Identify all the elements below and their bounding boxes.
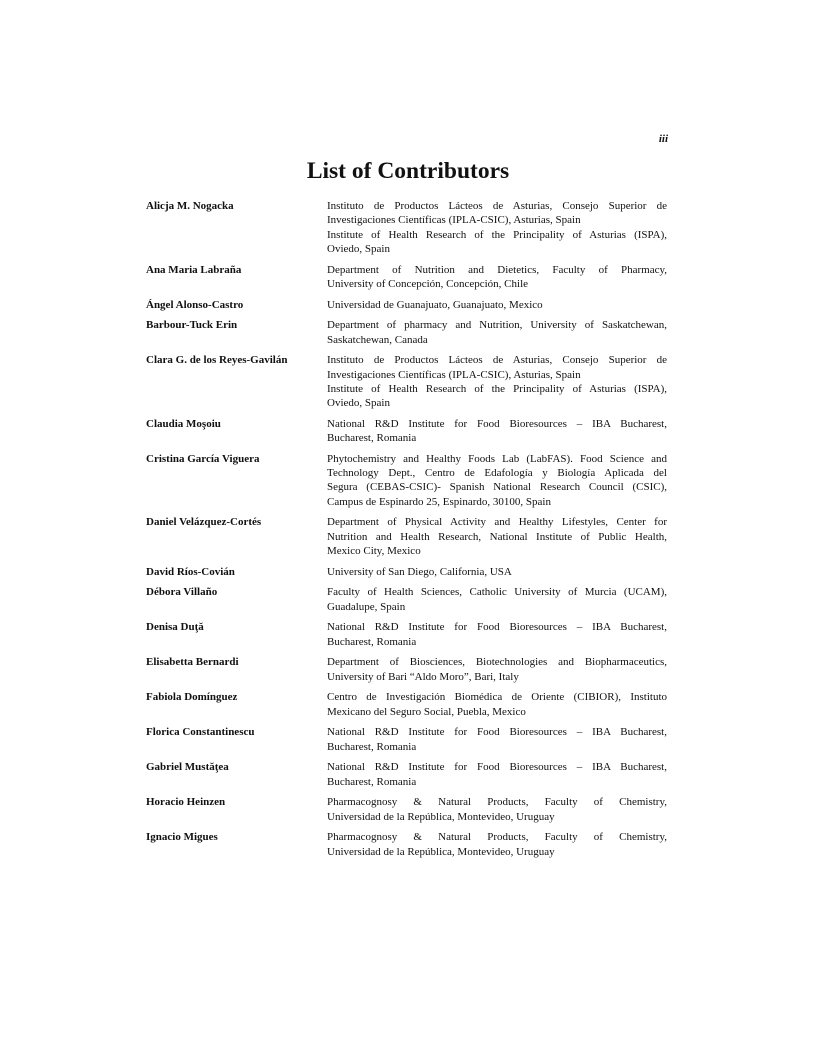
contributor-affiliation [327, 318, 667, 347]
contributor-affiliation [327, 452, 667, 509]
contributor-name: Débora Villaño [146, 586, 218, 599]
page-number: iii [658, 133, 668, 145]
contributor-entry [146, 655, 667, 684]
affiliation-line: Campus de Espinardo 25, Espinardo, 30100, Spain [327, 495, 551, 508]
affiliation-line: Oviedo, Spain [327, 397, 390, 410]
contributor-name: Denisa Duţă [146, 621, 204, 634]
affiliation-line: National R&D Institute for Food Bioresources – IBA Bucharest, [327, 726, 667, 739]
contributor-name: Fabiola Domínguez [146, 691, 238, 704]
affiliation-line: Mexico City, Mexico [327, 544, 421, 557]
contributor-affiliation [327, 655, 667, 684]
contributor-name: Florica Constantinescu [146, 726, 255, 739]
contributor-name: Barbour-Tuck Erin [146, 319, 238, 332]
contributor-affiliation [327, 725, 667, 754]
affiliation-line: Saskatchewan, Canada [327, 333, 428, 346]
affiliation-line: University of Concepción, Concepción, Chile [327, 277, 529, 290]
contributor-affiliation [327, 417, 667, 446]
affiliation-line: Institute of Health Research of the Principality of Asturias (ISPA), [327, 228, 667, 241]
affiliation-line: Universidad de la República, Montevideo, Uruguay [327, 845, 555, 858]
affiliation-line: Instituto de Productos Lácteos de Asturias, Consejo Superior de [327, 200, 667, 212]
contributor-affiliation [327, 199, 667, 256]
contributors-list [146, 199, 667, 865]
contributor-affiliation [327, 585, 667, 614]
contributor-affiliation [327, 795, 667, 824]
contributor-entry [146, 760, 667, 789]
affiliation-line: National R&D Institute for Food Bioresources – IBA Bucharest, [327, 417, 667, 430]
affiliation-line: Centro de Investigación Biomédica de Oriente (CIBIOR), Instituto [327, 691, 667, 704]
affiliation-line: National R&D Institute for Food Bioresources – IBA Bucharest, [327, 621, 667, 634]
page-title: List of Contributors [306, 158, 510, 184]
affiliation-line: Bucharest, Romania [327, 635, 417, 648]
contributor-entry [146, 263, 667, 292]
contributor-name: Ana Maria Labraña [146, 263, 242, 276]
contributor-entry [146, 725, 667, 754]
affiliation-line: Segura (CEBAS-CSIC)- Spanish National Research Council (CSIC), [327, 481, 667, 494]
affiliation-line: Pharmacognosy & Natural Products, Faculty of Chemistry, [327, 796, 667, 809]
contributor-name: Horacio Heinzen [146, 796, 226, 809]
contributor-name: David Ríos-Covián [146, 565, 235, 578]
contributor-entry [146, 353, 667, 410]
contributor-entry [146, 515, 667, 558]
affiliation-line: Mexicano del Seguro Social, Puebla, Mexico [327, 705, 526, 718]
contributor-name: Gabriel Mustăţea [146, 761, 229, 774]
affiliation-line: Pharmacognosy & Natural Products, Faculty of Chemistry, [327, 831, 667, 844]
affiliation-line: Universidad de la República, Montevideo, Uruguay [327, 810, 555, 823]
contributor-entry [146, 620, 667, 649]
contributor-name: Alicja M. Nogacka [146, 200, 234, 212]
contributor-entry [146, 298, 667, 312]
contributor-name: Claudia Moşoiu [146, 417, 221, 430]
contributor-affiliation [327, 760, 667, 789]
affiliation-line: University of San Diego, California, USA [327, 565, 512, 578]
contributor-entry [146, 830, 667, 859]
affiliation-line: Nutrition and Health Research, National Institute of Public Health, [327, 530, 667, 543]
affiliation-line: Oviedo, Spain [327, 242, 390, 255]
contributor-affiliation [327, 620, 667, 649]
affiliation-line: Department of pharmacy and Nutrition, University of Saskatchewan, [327, 319, 667, 332]
contributor-entry [146, 199, 667, 256]
affiliation-line: Bucharest, Romania [327, 775, 417, 788]
contributor-affiliation [327, 515, 667, 558]
contributor-entry [146, 795, 667, 824]
affiliation-line: Investigaciones Científicas (IPLA-CSIC), Asturias, Spain [327, 214, 581, 227]
affiliation-line: Investigaciones Científicas (IPLA-CSIC), Asturias, Spain [327, 368, 581, 381]
contributor-name: Elisabetta Bernardi [146, 656, 239, 669]
contributor-affiliation [327, 263, 667, 292]
contributor-name: Ángel Alonso-Castro [146, 298, 244, 311]
affiliation-line: Guadalupe, Spain [327, 600, 406, 613]
contributor-affiliation [327, 830, 667, 859]
contributor-name: Daniel Velázquez-Cortés [146, 516, 262, 529]
contributor-entry [146, 417, 667, 446]
affiliation-line: Department of Biosciences, Biotechnologies and Biopharmaceutics, [327, 656, 667, 669]
affiliation-line: Faculty of Health Sciences, Catholic University of Murcia (UCAM), [327, 586, 667, 599]
affiliation-line: Phytochemistry and Healthy Foods Lab (LabFAS). Food Science and [327, 452, 667, 465]
affiliation-line: University of Bari “Aldo Moro”, Bari, Italy [327, 670, 519, 683]
contributor-name: Clara G. de los Reyes-Gavilán [146, 354, 288, 367]
affiliation-line: National R&D Institute for Food Bioresources – IBA Bucharest, [327, 761, 667, 774]
affiliation-line: Department of Physical Activity and Healthy Lifestyles, Center for [327, 516, 667, 529]
contributor-name: Cristina García Viguera [146, 452, 260, 465]
affiliation-line: Bucharest, Romania [327, 740, 417, 753]
contributor-affiliation [327, 353, 667, 410]
contributor-entry [146, 452, 667, 509]
contributor-entry [146, 318, 667, 347]
affiliation-line: Instituto de Productos Lácteos de Asturias, Consejo Superior de [327, 354, 667, 367]
contributor-entry [146, 690, 667, 719]
contributor-affiliation [327, 565, 667, 579]
affiliation-line: Institute of Health Research of the Principality of Asturias (ISPA), [327, 382, 667, 395]
affiliation-line: Department of Nutrition and Dietetics, Faculty of Pharmacy, [327, 263, 667, 276]
contributor-affiliation [327, 298, 667, 312]
affiliation-line: Bucharest, Romania [327, 432, 417, 445]
contributor-entry [146, 565, 667, 579]
affiliation-line: Universidad de Guanajuato, Guanajuato, Mexico [327, 298, 543, 311]
contributor-affiliation [327, 690, 667, 719]
contributor-entry [146, 585, 667, 614]
affiliation-line: Technology Dept., Centro de Edafología y Biología Aplicada del [327, 467, 667, 480]
contributor-name: Ignacio Migues [146, 831, 218, 844]
